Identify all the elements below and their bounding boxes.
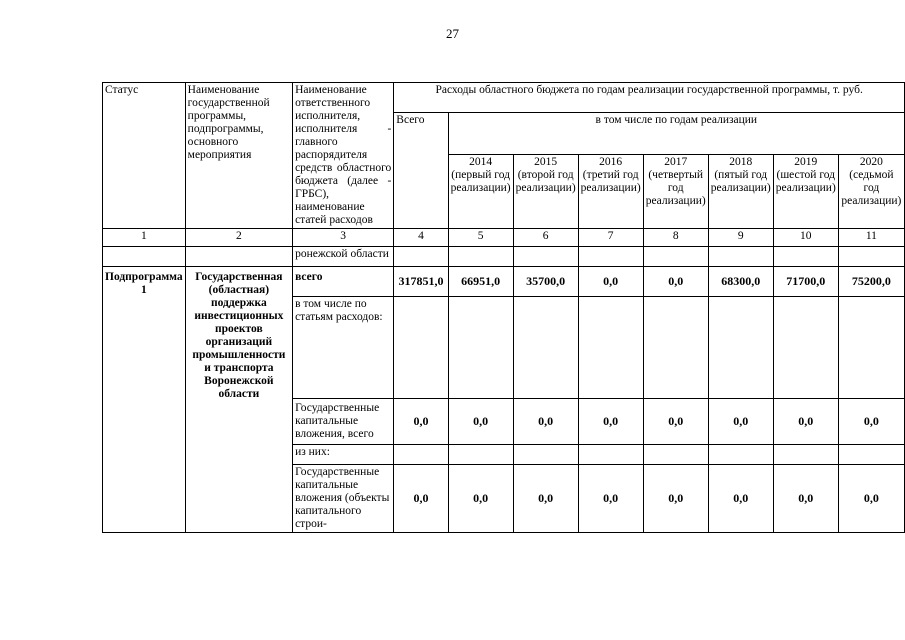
- column-number: 8: [643, 229, 708, 247]
- budget-table: [102, 82, 905, 533]
- header-year-2019: 2019 (шестой год реализации): [773, 155, 838, 229]
- header-status: Статус: [103, 83, 186, 229]
- subprogram-name: Государственная (областная) поддержка инвестиционных проектов организаций промышленности и транспорта Воронежской области: [185, 267, 292, 533]
- capital-value: 0,0: [643, 399, 708, 445]
- header-year-2015: 2015 (второй год реализации): [513, 155, 578, 229]
- header-year-2017: 2017 (четвертый год реализации): [643, 155, 708, 229]
- capital-objects-value: 0,0: [448, 465, 513, 533]
- header-by-years: в том числе по годам реализации: [448, 113, 904, 155]
- capital-objects-value: 0,0: [578, 465, 643, 533]
- total-row-label: всего: [293, 267, 394, 297]
- total-value: 68300,0: [708, 267, 773, 297]
- header-expenses: Расходы областного бюджета по годам реализации государственной программы, т. руб.: [394, 83, 905, 113]
- column-number: 6: [513, 229, 578, 247]
- capital-row-label: Государственные капитальные вложения, всего: [293, 399, 394, 445]
- capital-value: 0,0: [838, 399, 904, 445]
- capital-objects-value: 0,0: [643, 465, 708, 533]
- header-year-2018: 2018 (пятый год реализации): [708, 155, 773, 229]
- total-value: 0,0: [578, 267, 643, 297]
- carryover-text: ронежской области: [293, 247, 394, 267]
- header-year-2016: 2016 (третий год реализации): [578, 155, 643, 229]
- total-value: 35700,0: [513, 267, 578, 297]
- column-number: 3: [293, 229, 394, 247]
- header-executor-name: Наименование ответственного исполнителя, исполнителя - главного распорядителя средств областного бюджета (далее - ГРБС), наименование статей расходов: [293, 83, 394, 229]
- subprogram-status: Подпрограмма 1: [103, 267, 186, 533]
- total-value: 66951,0: [448, 267, 513, 297]
- capital-objects-value: 0,0: [708, 465, 773, 533]
- capital-value: 0,0: [578, 399, 643, 445]
- of-them-label: из них:: [293, 445, 394, 465]
- capital-objects-value: 0,0: [773, 465, 838, 533]
- page-number: 27: [446, 26, 459, 41]
- column-number: 7: [578, 229, 643, 247]
- total-value: 71700,0: [773, 267, 838, 297]
- capital-value: 0,0: [394, 399, 448, 445]
- total-value: 0,0: [643, 267, 708, 297]
- capital-value: 0,0: [448, 399, 513, 445]
- header-total: Всего: [394, 113, 448, 229]
- capital-objects-row-label: Государственные капитальные вложения (объекты капитального строи-: [293, 465, 394, 533]
- capital-objects-value: 0,0: [513, 465, 578, 533]
- column-number: 4: [394, 229, 448, 247]
- header-year-2020: 2020 (седьмой год реализации): [838, 155, 904, 229]
- capital-objects-value: 0,0: [838, 465, 904, 533]
- column-number: 9: [708, 229, 773, 247]
- header-program-name: Наименование государственной программы, подпрограммы, основного мероприятия: [185, 83, 292, 229]
- capital-value: 0,0: [708, 399, 773, 445]
- total-value: 317851,0: [394, 267, 448, 297]
- capital-value: 0,0: [773, 399, 838, 445]
- column-number: 5: [448, 229, 513, 247]
- column-number: 11: [838, 229, 904, 247]
- capital-objects-value: 0,0: [394, 465, 448, 533]
- column-number: 10: [773, 229, 838, 247]
- capital-value: 0,0: [513, 399, 578, 445]
- header-year-2014: 2014 (первый год реализации): [448, 155, 513, 229]
- by-articles-label: в том числе по статьям расходов:: [293, 297, 394, 399]
- column-number: 2: [185, 229, 292, 247]
- column-number: 1: [103, 229, 186, 247]
- total-value: 75200,0: [838, 267, 904, 297]
